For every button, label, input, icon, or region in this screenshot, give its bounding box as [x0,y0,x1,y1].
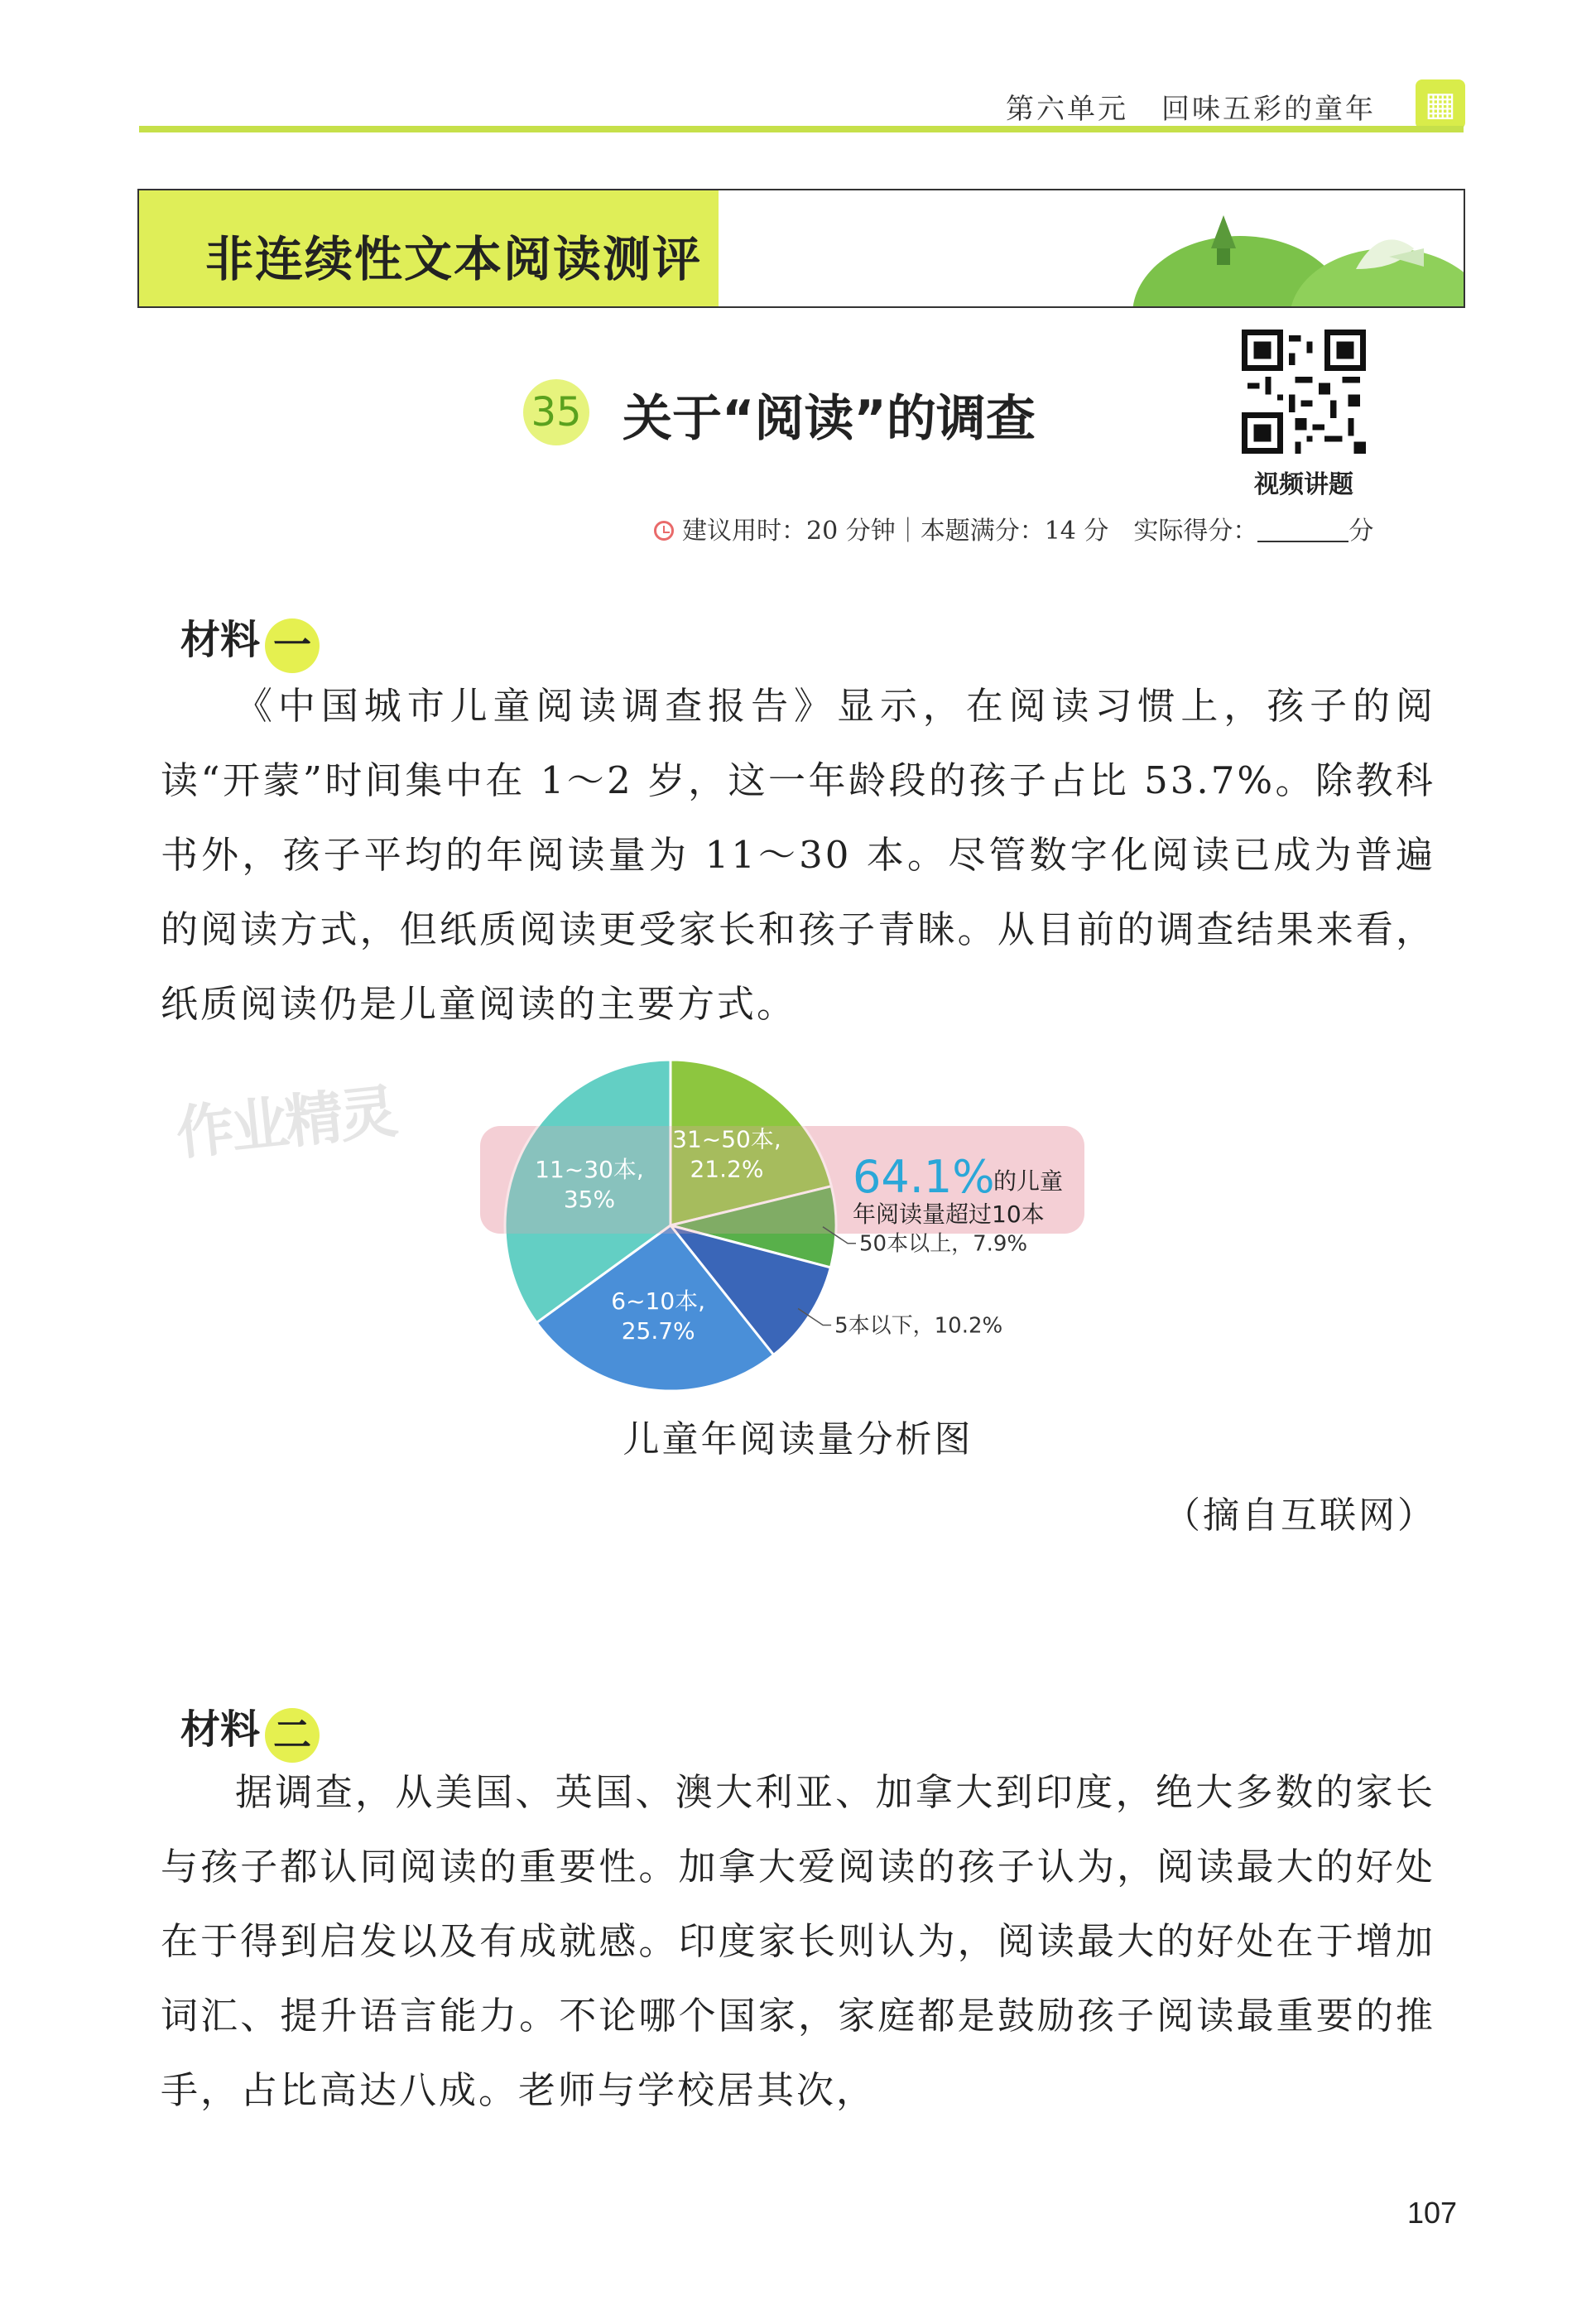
corner-decoration: ▦ [1416,79,1465,129]
slice-label: 6~10本, [611,1287,706,1315]
slice-label: 11~30本, [535,1156,644,1184]
qr-label: 视频讲题 [1254,470,1353,499]
clock-icon [654,521,674,541]
slice-value-label: 21.2% [690,1155,764,1183]
banner-title: 非连续性文本阅读测评 [205,231,703,287]
material-2-label: 材料 [180,1706,261,1753]
lesson-title: 关于“阅读”的调查 [623,390,1036,448]
banner-illustration [1116,190,1464,306]
highlight-line1: 的儿童 [993,1167,1064,1195]
source-note: （摘自互联网） [1164,1494,1436,1537]
slice-value-label: 35% [563,1186,616,1214]
info-text: 建议用时：20 分钟｜本题满分：14 分 实际得分： [682,517,1258,546]
unit-header [1006,86,1376,127]
material-1-heading [180,608,320,673]
material-2-badge: 二 [265,1708,320,1763]
highlight-line2: 年阅读量超过10本 [853,1201,1045,1228]
chart-caption: 儿童年阅读量分析图 [623,1418,973,1460]
material-2-paragraph: 据调查，从美国、英国、澳大利亚、加拿大到印度，绝大多数的家长与孩子都认同阅读的重要性。加拿大爱阅读的孩子认为，阅读最大的好处在于得到启发以及有成就感。印度家长则认为，阅读最大的好处在于增加词汇、提升语言能力。不论哪个国家，家庭都是鼓励孩子阅读最重要的推手，占比高达八成。老师与学校居其次， [161,1770,1435,2112]
material-1-paragraph: 《中国城市儿童阅读调查报告》显示，在阅读习惯上，孩子的阅读“开蒙”时间集中在 1～2 岁，这一年龄段的孩子占比 53.7%。除教科书外，孩子平均的年阅读量为 11～30 本。尽管数字化阅读已成为普遍的阅读方式，但纸质阅读更受家长和孩子青睐。从目前的调查结果来看，纸质阅读仍是儿童阅读的主要方式。 [161,684,1435,1026]
slice-outside-label: 5本以下，10.2% [834,1313,1003,1339]
score-blank[interactable] [1257,521,1348,542]
slice-outside-label: 50本以上，7.9% [858,1231,1028,1257]
material-1-label: 材料 [180,617,261,663]
slice-value-label: 25.7% [621,1316,695,1345]
pie-chart [464,1043,1093,1391]
qr-code-icon[interactable] [1242,330,1366,454]
score-suffix: 分 [1348,517,1374,546]
material-1-badge: 一 [265,618,320,673]
highlight-percentage: 64.1% [853,1151,995,1203]
section-banner [137,189,1465,308]
lesson-number: 35 [523,379,589,445]
material-2-heading [180,1697,320,1763]
watermark: 作业精灵 [173,1077,398,1168]
page-number: 107 [1407,2196,1458,2230]
slice-label: 31~50本, [672,1125,781,1153]
header-rule [139,126,1464,132]
unit-number: 第六单元 [1006,93,1128,126]
unit-title: 回味五彩的童年 [1161,93,1376,126]
info-line [654,510,1373,546]
